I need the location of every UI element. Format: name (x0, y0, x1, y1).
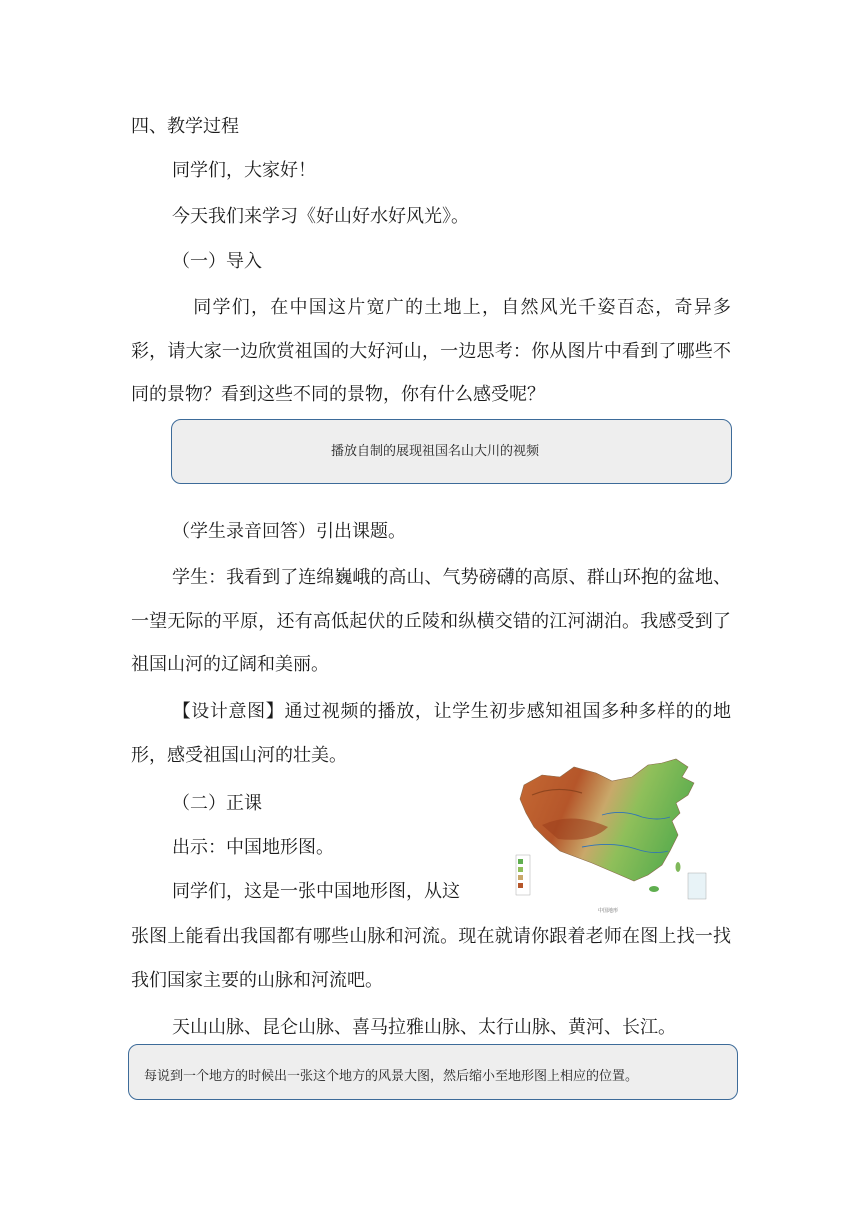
student-answer-text: 学生：我看到了连绵巍峨的高山、气势磅礴的高原、群山环抱的盆地、一望无际的平原，还有高低起伏的丘陵和纵横交错的江河湖泊。我感受到了祖国山河的辽阔和美丽。 (131, 567, 731, 675)
section-heading: 四、教学过程 (131, 116, 239, 137)
part1-paragraph (131, 286, 731, 417)
legend-swatch-plain (518, 867, 523, 872)
map-intro-line1: 同学们，这是一张中国地形图，从这 (172, 881, 460, 902)
china-map-svg (512, 755, 720, 915)
china-landmass-shape (520, 759, 694, 881)
part1-paragraph-text: 同学们，在中国这片宽广的土地上，自然风光千姿百态，奇异多彩，请大家一边欣赏祖国的大好河山，一边思考：你从图片中看到了哪些不同的景物？看到这些不同的景物，你有什么感受呢？ (131, 297, 731, 405)
greeting-text: 同学们，大家好！ (172, 160, 316, 181)
design-intent-text: 通过视频的播放，让学生初步感知祖国多种多样的的地形，感受祖国山河的壮美。 (131, 701, 732, 766)
legend-swatch-plateau (518, 883, 523, 888)
hainan-island-shape (649, 886, 659, 892)
china-topographic-map (512, 755, 720, 915)
part2-heading: （二）正课 (172, 793, 262, 814)
south-sea-inset-map (688, 873, 706, 899)
scenery-note-box (128, 1044, 738, 1100)
taiwan-island-shape (676, 862, 681, 872)
map-caption: 中国地形 (598, 908, 619, 914)
legend-swatch-hills (518, 875, 523, 880)
scenery-note-text: 每说到一个地方的时候出一张这个地方的风景大图，然后缩小至地形图上相应的位置。 (144, 1069, 639, 1084)
student-answer-paragraph (131, 556, 731, 687)
student-record-text: （学生录音回答）引出课题。 (172, 521, 406, 542)
video-note-text: 播放自制的展现祖国名山大川的视频 (331, 444, 540, 459)
show-map-text: 出示：中国地形图。 (172, 837, 334, 858)
design-intent-label: 【设计意图】 (172, 701, 285, 722)
part1-heading: （一）导入 (172, 251, 262, 272)
lesson-intro-text: 今天我们来学习《好山好水好风光》。 (172, 206, 469, 227)
map-intro-rest: 张图上能看出我国都有哪些山脉和河流。现在就请你跟着老师在图上找一找我们国家主要的山脉和河流吧。 (131, 926, 731, 991)
legend-swatch-lowland (518, 859, 523, 864)
video-note-box (171, 419, 732, 484)
mountains-rivers-text: 天山山脉、昆仑山脉、喜马拉雅山脉、太行山脉、黄河、长江。 (172, 1017, 676, 1038)
